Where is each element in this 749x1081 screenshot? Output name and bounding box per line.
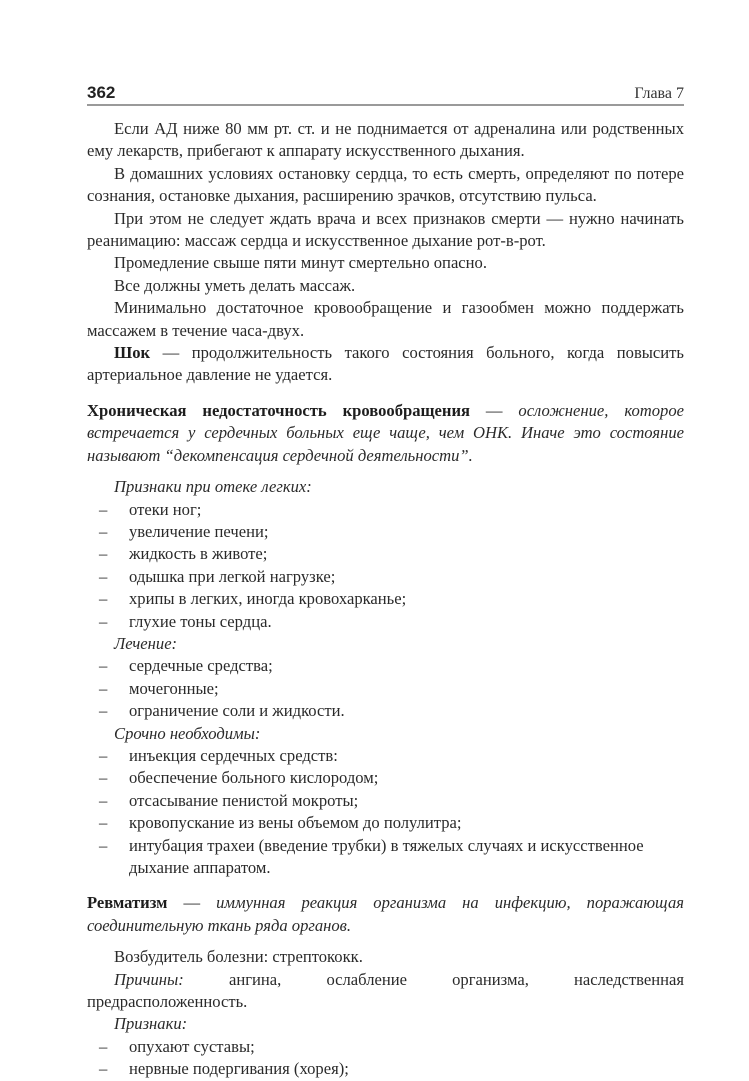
causes-paragraph <box>87 969 684 1014</box>
list-item-text: нервные подергивания (хорея); <box>129 1059 349 1079</box>
list-item <box>87 655 684 677</box>
list-item <box>87 1036 684 1058</box>
list-item-text: интубация трахеи (введение трубки) в тяжелых случаях и искусственное дыхание аппаратом. <box>129 835 644 877</box>
definition-dash: — <box>167 893 217 913</box>
list-item-text: хрипы в легких, иногда кровохарканье; <box>129 589 407 609</box>
list-item <box>87 767 684 789</box>
rheumatism-definition-text: иммунная реакция организма на инфекцию, поражающая соединительную ткань ряда органов. <box>87 893 685 935</box>
running-header <box>87 82 684 106</box>
causes-label: Причины: <box>114 969 184 989</box>
list-item-text: отсасывание пенистой мокроты; <box>129 790 359 810</box>
list-item <box>87 499 684 521</box>
dash-bullet: – <box>99 544 108 564</box>
dash-bullet: – <box>99 745 108 765</box>
list-item-text: глухие тоны сердца. <box>129 611 272 631</box>
treatment-label: Лечение: <box>114 633 178 653</box>
list-item-text: отеки ног; <box>129 499 202 519</box>
dash-bullet: – <box>99 611 108 631</box>
list-item-text: инъекция сердечных средств: <box>129 745 338 765</box>
list-item <box>87 521 684 543</box>
paragraph: Минимально достаточное кровообращение и газообмен можно поддержать массажем в течение часа-двух. <box>87 298 684 340</box>
paragraph: Если АД ниже 80 мм рт. ст. и не поднимается от адреналина или родственных ему лекарств, прибегают к аппарату искусственного дыхания. <box>87 119 684 161</box>
list-item-text: жидкость в животе; <box>129 544 268 564</box>
list-item-text: кровопускание из вены объемом до полулитра; <box>129 813 462 833</box>
rheumatism-definition <box>87 892 684 937</box>
list-item-text: увеличение печени; <box>129 521 269 541</box>
list-item <box>87 566 684 588</box>
dash-bullet: – <box>99 1059 108 1079</box>
dash-bullet: – <box>99 678 108 698</box>
dash-bullet: – <box>99 790 108 810</box>
dash-bullet: – <box>99 768 108 788</box>
list-item-text: мочегонные; <box>129 678 219 698</box>
paragraph: При этом не следует ждать врача и всех признаков смерти — нужно начинать реанимацию: массаж сердца и искусственное дыхание рот-в-рот. <box>87 208 684 251</box>
dash-bullet: – <box>99 813 108 833</box>
paragraph: Промедление свыше пяти минут смертельно опасно. <box>114 253 487 273</box>
urgent-label: Срочно необходимы: <box>114 723 261 743</box>
list-item <box>87 812 684 834</box>
shock-text: — продолжительность такого состояния больного, когда повысить артериальное давление не удается. <box>87 343 684 385</box>
list-item <box>87 700 684 722</box>
list-item-text: ограничение соли и жидкости. <box>129 701 345 721</box>
list-item-text: одышка при легкой нагрузке; <box>129 566 336 586</box>
paragraph: В домашних условиях остановку сердца, то есть смерть, определяют по потере сознания, остановке дыхания, расширению зрачков, отсутствию пульса. <box>87 163 684 206</box>
list-item <box>87 745 684 767</box>
list-item-text: сердечные средства; <box>129 656 273 676</box>
dash-bullet: – <box>99 566 108 586</box>
signs-label: Признаки при отеке легких: <box>114 477 312 497</box>
chapter-label: Глава 7 <box>634 85 684 102</box>
term-shock: Шок <box>114 343 151 363</box>
dash-bullet: – <box>99 701 108 721</box>
shock-paragraph <box>87 342 684 387</box>
list-item <box>87 678 684 700</box>
dash-bullet: – <box>99 521 108 541</box>
signs-list <box>87 499 684 633</box>
dash-bullet: – <box>99 835 108 855</box>
treatment-list <box>87 655 684 722</box>
rheum-signs-label: Признаки: <box>114 1014 188 1034</box>
list-item <box>87 835 684 880</box>
list-item <box>87 611 684 633</box>
dash-bullet: – <box>99 656 108 676</box>
term-chronic-insufficiency: Хроническая недостаточность кровообращения <box>87 400 470 420</box>
rheum-signs-list <box>87 1036 684 1081</box>
agent-paragraph: Возбудитель болезни: стрептококк. <box>114 947 363 967</box>
term-rheumatism: Ревматизм <box>87 893 168 913</box>
urgent-list <box>87 745 684 879</box>
book-page <box>87 82 684 1081</box>
list-item <box>87 790 684 812</box>
page-content <box>87 118 684 1081</box>
list-item-text: обеспечение больного кислородом; <box>129 768 379 788</box>
list-item <box>87 588 684 610</box>
dash-bullet: – <box>99 499 108 519</box>
page-number: 362 <box>87 83 116 102</box>
chronic-definition-text: осложнение, которое встречается у сердечных больных еще чаще, чем ОНК. Иначе это состояние называют “декомпенсация сердечной деятельности”. <box>87 400 685 465</box>
chronic-definition <box>87 400 684 467</box>
dash-bullet: – <box>99 589 108 609</box>
list-item <box>87 543 684 565</box>
dash-bullet: – <box>99 1036 108 1056</box>
list-item-text: опухают суставы; <box>129 1036 255 1056</box>
definition-dash: — <box>470 400 519 420</box>
list-item <box>87 1058 684 1080</box>
paragraph: Все должны уметь делать массаж. <box>114 275 356 295</box>
causes-text: ангина, ослабление организма, наследственная предрасположенность. <box>87 969 684 1012</box>
